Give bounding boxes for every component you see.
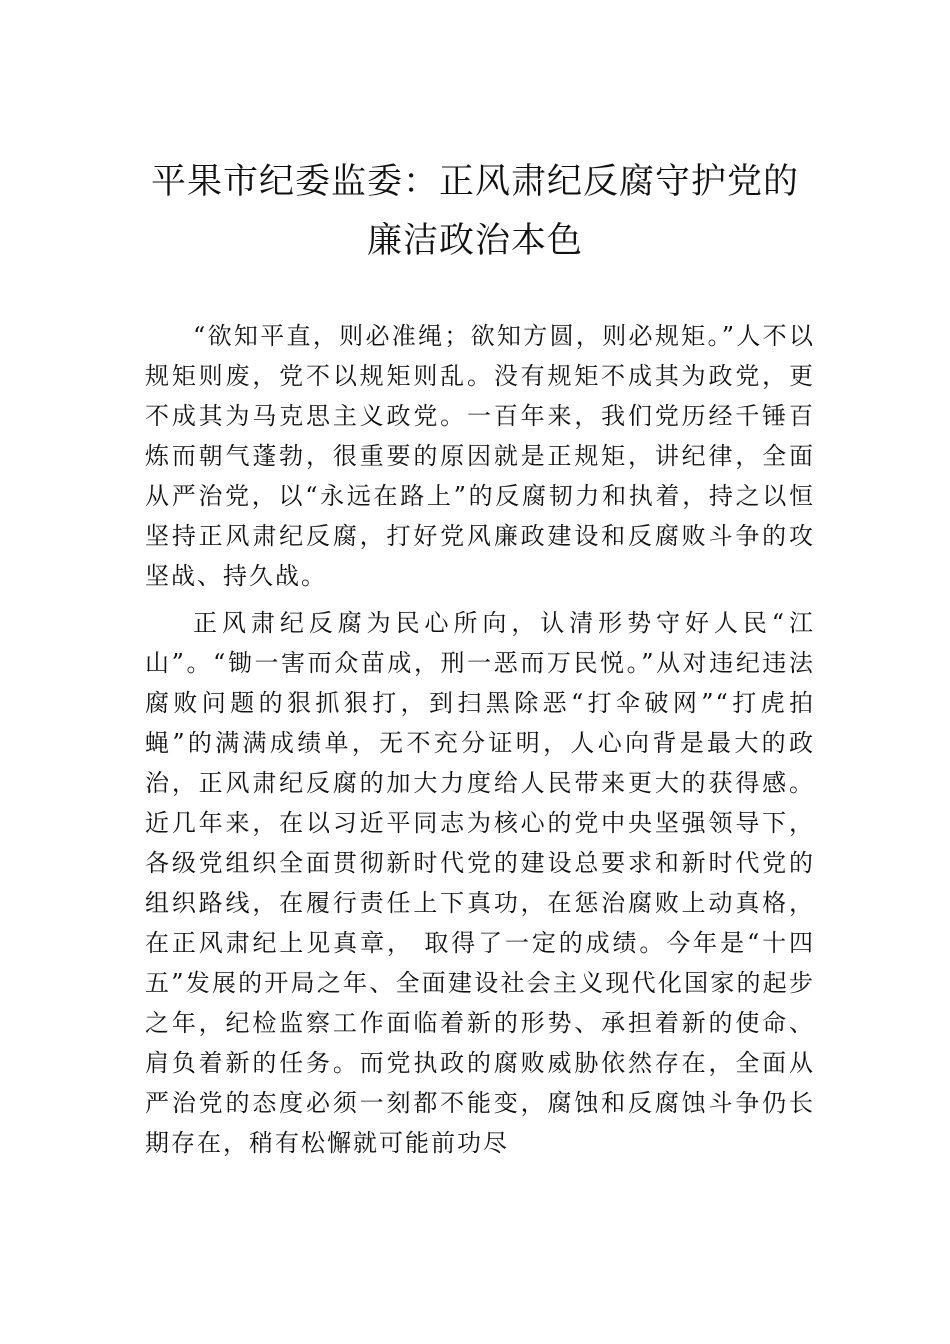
paragraph-2: 正风肃纪反腐为民心所向，认清形势守好人民“江山”。“锄一害而众苗成，刑一恶而万民悦。”从对违纪违法腐败问题的狠抓狠打，到扫黑除恶“打伞破网”“打虎拍蝇”的满满成绩单，无不充分证明，人心向背是最大的政治，正风肃纪反腐的加大力度给人民带来更大的获得感。近几年来，在以习近平同志为核心的党中央坚强领导下，各级党组织全面贯彻新时代党的建设总要求和新时代党的组织路线，在履行责任上下真功，在惩治腐败上动真格，在正风肃纪上见真章， 取得了一定的成绩。今年是“十四五”发展的开局之年、全面建设社会主义现代化国家的起步之年，纪检监察工作面临着新的形势、承担着新的使命、肩负着新的任务。而党执政的腐败威胁依然存在，全面从严治党的态度必须一刻都不能变，腐蚀和反腐蚀斗争仍长期存在，稍有松懈就可能前功尽 xyxy=(145,609,815,1157)
title-line-2: 廉洁政治本色 xyxy=(366,221,583,261)
paragraph-1: “欲知平直，则必准绳；欲知方圆，则必规矩。”人不以规矩则废，党不以规矩则乱。没有规矩不成其为政党，更不成其为马克思主义政党。一百年来，我们党历经千锤百炼而朝气蓬勃，很重要的原因就是正规矩，讲纪律，全面从严治党，以“永远在路上”的反腐韧力和执着，持之以恒坚持正风肃纪反腐，打好党风廉政建设和反腐败斗争的攻坚战、持久战。 xyxy=(145,322,815,590)
title-line-1: 平果市纪委监委：正风肃纪反腐守护党的 xyxy=(150,162,799,202)
page-title xyxy=(130,153,820,271)
article-body xyxy=(145,316,815,1170)
